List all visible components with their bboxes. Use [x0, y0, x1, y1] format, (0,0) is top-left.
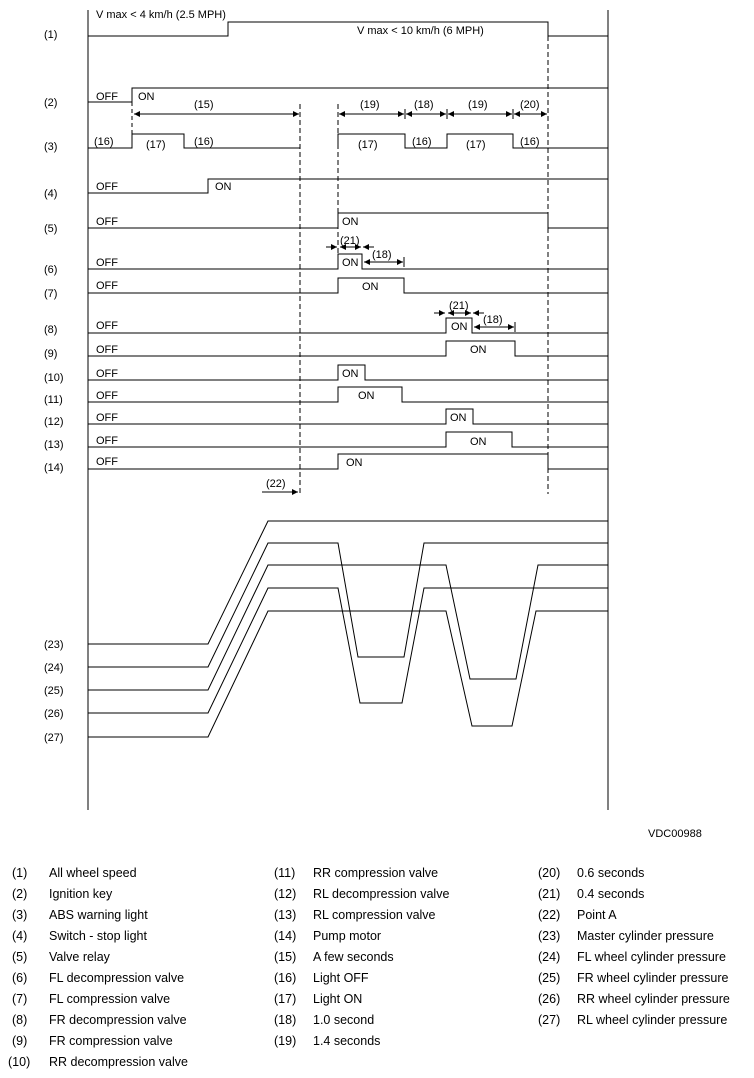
legend — [0, 866, 754, 1076]
trace-7 — [88, 278, 608, 293]
annotation-15: (15) — [194, 99, 214, 111]
legend-num: (17) — [274, 992, 297, 1006]
legend-text: Ignition key — [49, 887, 113, 901]
legend-num: (14) — [274, 929, 297, 943]
legend-text: FL compression valve — [49, 992, 171, 1006]
on-label-5: ON — [342, 216, 359, 228]
pressure-id-23: (23) — [44, 639, 64, 651]
legend-num: (6) — [12, 971, 28, 985]
signal-id-9: (9) — [44, 348, 58, 360]
on-label-4: ON — [215, 181, 232, 193]
legend-num: (11) — [274, 866, 296, 880]
legend-text: RR decompression valve — [49, 1055, 188, 1069]
legend-num: (15) — [274, 950, 297, 964]
off-label-6: OFF — [96, 257, 118, 269]
legend-text: 1.4 seconds — [313, 1034, 381, 1048]
signal-id-10: (10) — [44, 372, 64, 384]
signal-id-5: (5) — [44, 223, 58, 235]
legend-text: 1.0 second — [313, 1013, 375, 1027]
legend-text: RR compression valve — [313, 866, 439, 880]
legend-text: FR compression valve — [49, 1034, 173, 1048]
off-label-4: OFF — [96, 181, 118, 193]
curve-27 — [88, 611, 608, 737]
annotation-21b: (21) — [449, 300, 469, 312]
legend-text: Valve relay — [49, 950, 110, 964]
signal-id-14: (14) — [44, 462, 64, 474]
legend-text: All wheel speed — [49, 866, 137, 880]
legend-num: (12) — [274, 887, 297, 901]
pressure-id-26: (26) — [44, 708, 64, 720]
legend-num: (27) — [538, 1013, 561, 1027]
annotation-16d: (16) — [520, 136, 540, 148]
on-label-14: ON — [346, 457, 363, 469]
legend-text: FR wheel cylinder pressure — [577, 971, 729, 985]
on-label-12: ON — [450, 412, 467, 424]
legend-num: (23) — [538, 929, 561, 943]
annotation-19a: (19) — [360, 99, 380, 111]
off-label-5: OFF — [96, 216, 118, 228]
off-label-9: OFF — [96, 344, 118, 356]
annotation-20: (20) — [520, 99, 540, 111]
legend-text: 0.6 seconds — [577, 866, 645, 880]
curve-25 — [88, 565, 608, 690]
legend-num: (16) — [274, 971, 297, 985]
legend-num: (20) — [538, 866, 561, 880]
legend-num: (5) — [12, 950, 28, 964]
annotation-18a: (18) — [414, 99, 434, 111]
off-label-13: OFF — [96, 435, 118, 447]
legend-num: (24) — [538, 950, 561, 964]
annotation-18b: (18) — [372, 249, 392, 261]
legend-num: (26) — [538, 992, 561, 1006]
trace-11 — [88, 387, 608, 402]
trace-13 — [88, 432, 608, 447]
trace-9 — [88, 341, 608, 356]
curve-23 — [88, 521, 608, 644]
signal-id-7: (7) — [44, 288, 58, 300]
signal-id-11: (11) — [44, 394, 63, 406]
off-label-11: OFF — [96, 390, 118, 402]
on-label-8: ON — [451, 321, 468, 333]
signal-id-12: (12) — [44, 416, 64, 428]
legend-text: FL wheel cylinder pressure — [577, 950, 726, 964]
trace-8 — [88, 318, 608, 333]
on-label-11: ON — [358, 390, 375, 402]
trace-12 — [88, 409, 608, 424]
off-label-14: OFF — [96, 456, 118, 468]
trace-4 — [88, 179, 608, 193]
pressure-id-27: (27) — [44, 732, 64, 744]
legend-num: (4) — [12, 929, 28, 943]
legend-num: (19) — [274, 1034, 297, 1048]
legend-num: (2) — [12, 887, 28, 901]
annotation-22: (22) — [266, 478, 286, 490]
legend-num: (9) — [12, 1034, 28, 1048]
annotation-21a: (21) — [340, 235, 360, 247]
off-label-2: OFF — [96, 91, 118, 103]
legend-num: (3) — [12, 908, 28, 922]
on-label-6: ON — [342, 257, 359, 269]
legend-num: (22) — [538, 908, 561, 922]
pressure-id-25: (25) — [44, 685, 64, 697]
off-label-8: OFF — [96, 320, 118, 332]
on-label-9: ON — [470, 344, 487, 356]
annotation-18c: (18) — [483, 314, 503, 326]
off-label-7: OFF — [96, 280, 118, 292]
legend-text: FR decompression valve — [49, 1013, 187, 1027]
legend-text: Master cylinder pressure — [577, 929, 714, 943]
annotation-17b: (17) — [358, 139, 378, 151]
speed-low-label: V max < 4 km/h (2.5 MPH) — [96, 9, 226, 21]
on-label-10: ON — [342, 368, 359, 380]
legend-num: (13) — [274, 908, 297, 922]
on-label-7: ON — [362, 281, 379, 293]
legend-text: Pump motor — [313, 929, 382, 943]
legend-text: FL decompression valve — [49, 971, 185, 985]
signal-id-6: (6) — [44, 264, 58, 276]
annotation-17a: (17) — [146, 139, 166, 151]
pressure-id-24: (24) — [44, 662, 64, 674]
legend-num: (21) — [538, 887, 561, 901]
annotation-16b: (16) — [194, 136, 214, 148]
legend-text: RR wheel cylinder pressure — [577, 992, 730, 1006]
off-label-10: OFF — [96, 368, 118, 380]
legend-text: RL wheel cylinder pressure — [577, 1013, 728, 1027]
signal-id-4: (4) — [44, 188, 58, 200]
on-label-2: ON — [138, 91, 155, 103]
legend-num: (1) — [12, 866, 28, 880]
annotation-19b: (19) — [468, 99, 488, 111]
signal-id-8: (8) — [44, 324, 58, 336]
legend-text: Light OFF — [313, 971, 369, 985]
legend-text: ABS warning light — [49, 908, 148, 922]
figure-code: VDC00988 — [648, 828, 702, 840]
legend-num: (18) — [274, 1013, 297, 1027]
legend-num: (8) — [12, 1013, 28, 1027]
speed-high-label: V max < 10 km/h (6 MPH) — [357, 25, 484, 37]
annotation-16a: (16) — [94, 136, 114, 148]
legend-text: Light ON — [313, 992, 363, 1006]
legend-text: RL compression valve — [313, 908, 436, 922]
legend-text: A few seconds — [313, 950, 394, 964]
on-label-13: ON — [470, 436, 487, 448]
legend-text: Switch - stop light — [49, 929, 147, 943]
signal-id-2: (2) — [44, 97, 58, 109]
signal-id-13: (13) — [44, 439, 64, 451]
legend-num: (25) — [538, 971, 561, 985]
legend-text: RL decompression valve — [313, 887, 450, 901]
off-label-12: OFF — [96, 412, 118, 424]
trace-1 — [88, 22, 608, 36]
annotation-17c: (17) — [466, 139, 486, 151]
annotation-16c: (16) — [412, 136, 432, 148]
legend-text: 0.4 seconds — [577, 887, 645, 901]
signal-id-3: (3) — [44, 141, 58, 153]
legend-num: (7) — [12, 992, 28, 1006]
legend-text: Point A — [577, 908, 617, 922]
signal-id-1: (1) — [44, 29, 58, 41]
legend-num: (10) — [8, 1055, 31, 1069]
